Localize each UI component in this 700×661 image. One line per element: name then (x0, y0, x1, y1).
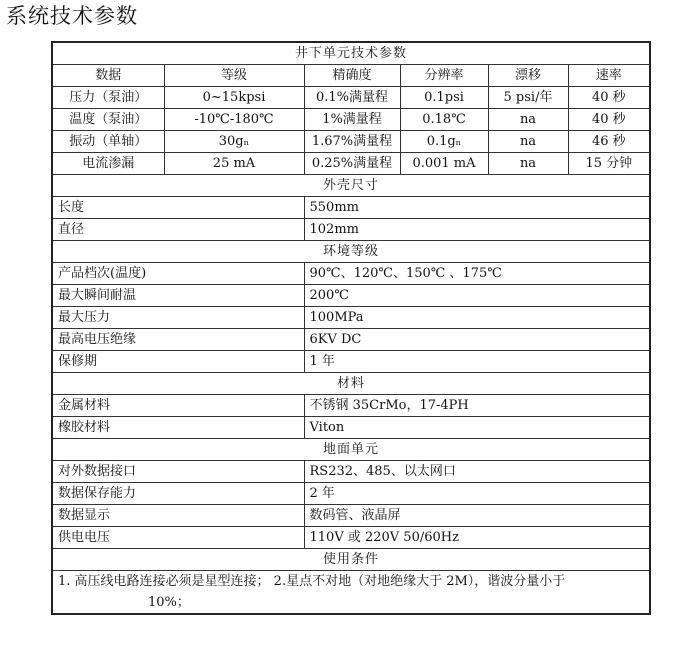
param-label: 最大压力 (52, 307, 304, 329)
table-cell: 0~15kpsi (164, 87, 304, 109)
param-value: 90℃、120℃、150℃ 、175℃ (304, 263, 650, 285)
table-row (52, 329, 650, 351)
table-cell: 0.1gₙ (400, 131, 488, 153)
table-row (52, 461, 650, 483)
section-title: 环境等级 (52, 241, 650, 263)
column-header: 精确度 (304, 65, 400, 87)
column-header: 速率 (568, 65, 650, 87)
spec-table (51, 41, 651, 615)
conditions-line-2: 10%； (148, 595, 190, 610)
param-label: 供电电压 (52, 527, 304, 549)
column-header: 分辨率 (400, 65, 488, 87)
conditions-row (52, 571, 650, 615)
table-cell: na (488, 131, 568, 153)
section-header-row (52, 241, 650, 263)
table-row (52, 483, 650, 505)
table-row (52, 527, 650, 549)
param-value: RS232、485、以太网口 (304, 461, 650, 483)
table-cell: na (488, 153, 568, 175)
table-row (52, 87, 650, 109)
param-label: 直径 (52, 219, 304, 241)
table-cell: 0.1psi (400, 87, 488, 109)
table-cell: 25 mA (164, 153, 304, 175)
table-row (52, 505, 650, 527)
param-value: 200℃ (304, 285, 650, 307)
table-row (52, 109, 650, 131)
param-value: 1 年 (304, 351, 650, 373)
table-row (52, 197, 650, 219)
param-label: 橡胶材料 (52, 417, 304, 439)
table-row (52, 153, 650, 175)
param-label: 对外数据接口 (52, 461, 304, 483)
table-row (52, 285, 650, 307)
section-header-row (52, 175, 650, 197)
table-cell: 5 psi/年 (488, 87, 568, 109)
param-label: 最高电压绝缘 (52, 329, 304, 351)
section-header-row (52, 42, 650, 65)
param-label: 长度 (52, 197, 304, 219)
conditions-line-1: 1. 高压线电路连接必须是星型连接； 2.星点不对地（对地绝缘大于 2M），谐波分量小于 (58, 574, 566, 589)
column-header: 等级 (164, 65, 304, 87)
param-value: 100MPa (304, 307, 650, 329)
column-header: 数据 (52, 65, 164, 87)
table-cell: 0.1%满量程 (304, 87, 400, 109)
section-title-downhole: 井下单元技术参数 (52, 42, 650, 65)
section-title: 材料 (52, 373, 650, 395)
table-row (52, 395, 650, 417)
param-label: 最大瞬间耐温 (52, 285, 304, 307)
table-cell: 1%满量程 (304, 109, 400, 131)
column-header-row (52, 65, 650, 87)
table-cell: 温度（泵油） (52, 109, 164, 131)
table-cell: 30gₙ (164, 131, 304, 153)
table-cell: 46 秒 (568, 131, 650, 153)
param-label: 数据显示 (52, 505, 304, 527)
param-value: 110V 或 220V 50/60Hz (304, 527, 650, 549)
table-cell: 40 秒 (568, 87, 650, 109)
section-title: 地面单元 (52, 439, 650, 461)
section-header-row (52, 373, 650, 395)
conditions-note (52, 571, 650, 615)
param-value: 102mm (304, 219, 650, 241)
table-cell: 40 秒 (568, 109, 650, 131)
column-header: 漂移 (488, 65, 568, 87)
table-cell: 0.18℃ (400, 109, 488, 131)
param-value: 6KV DC (304, 329, 650, 351)
table-row (52, 351, 650, 373)
table-cell: 1.67%满量程 (304, 131, 400, 153)
param-label: 保修期 (52, 351, 304, 373)
table-cell: -10℃-180℃ (164, 109, 304, 131)
table-cell: na (488, 109, 568, 131)
param-value: 不锈钢 35CrMo，17-4PH (304, 395, 650, 417)
table-cell: 15 分钟 (568, 153, 650, 175)
table-row (52, 263, 650, 285)
table-row (52, 417, 650, 439)
param-value: Viton (304, 417, 650, 439)
param-label: 产品档次(温度) (52, 263, 304, 285)
table-cell: 振动（单轴） (52, 131, 164, 153)
table-cell: 电流渗漏 (52, 153, 164, 175)
section-header-row (52, 439, 650, 461)
param-label: 数据保存能力 (52, 483, 304, 505)
param-label: 金属材料 (52, 395, 304, 417)
section-title: 外壳尺寸 (52, 175, 650, 197)
table-row (52, 131, 650, 153)
table-cell: 压力（泵油） (52, 87, 164, 109)
param-value: 550mm (304, 197, 650, 219)
page-title: 系统技术参数 (6, 4, 138, 28)
param-value: 2 年 (304, 483, 650, 505)
table-row (52, 219, 650, 241)
section-title-conditions: 使用条件 (52, 549, 650, 571)
section-header-row (52, 549, 650, 571)
table-cell: 0.25%满量程 (304, 153, 400, 175)
table-row (52, 307, 650, 329)
table-cell: 0.001 mA (400, 153, 488, 175)
param-value: 数码管、液晶屏 (304, 505, 650, 527)
